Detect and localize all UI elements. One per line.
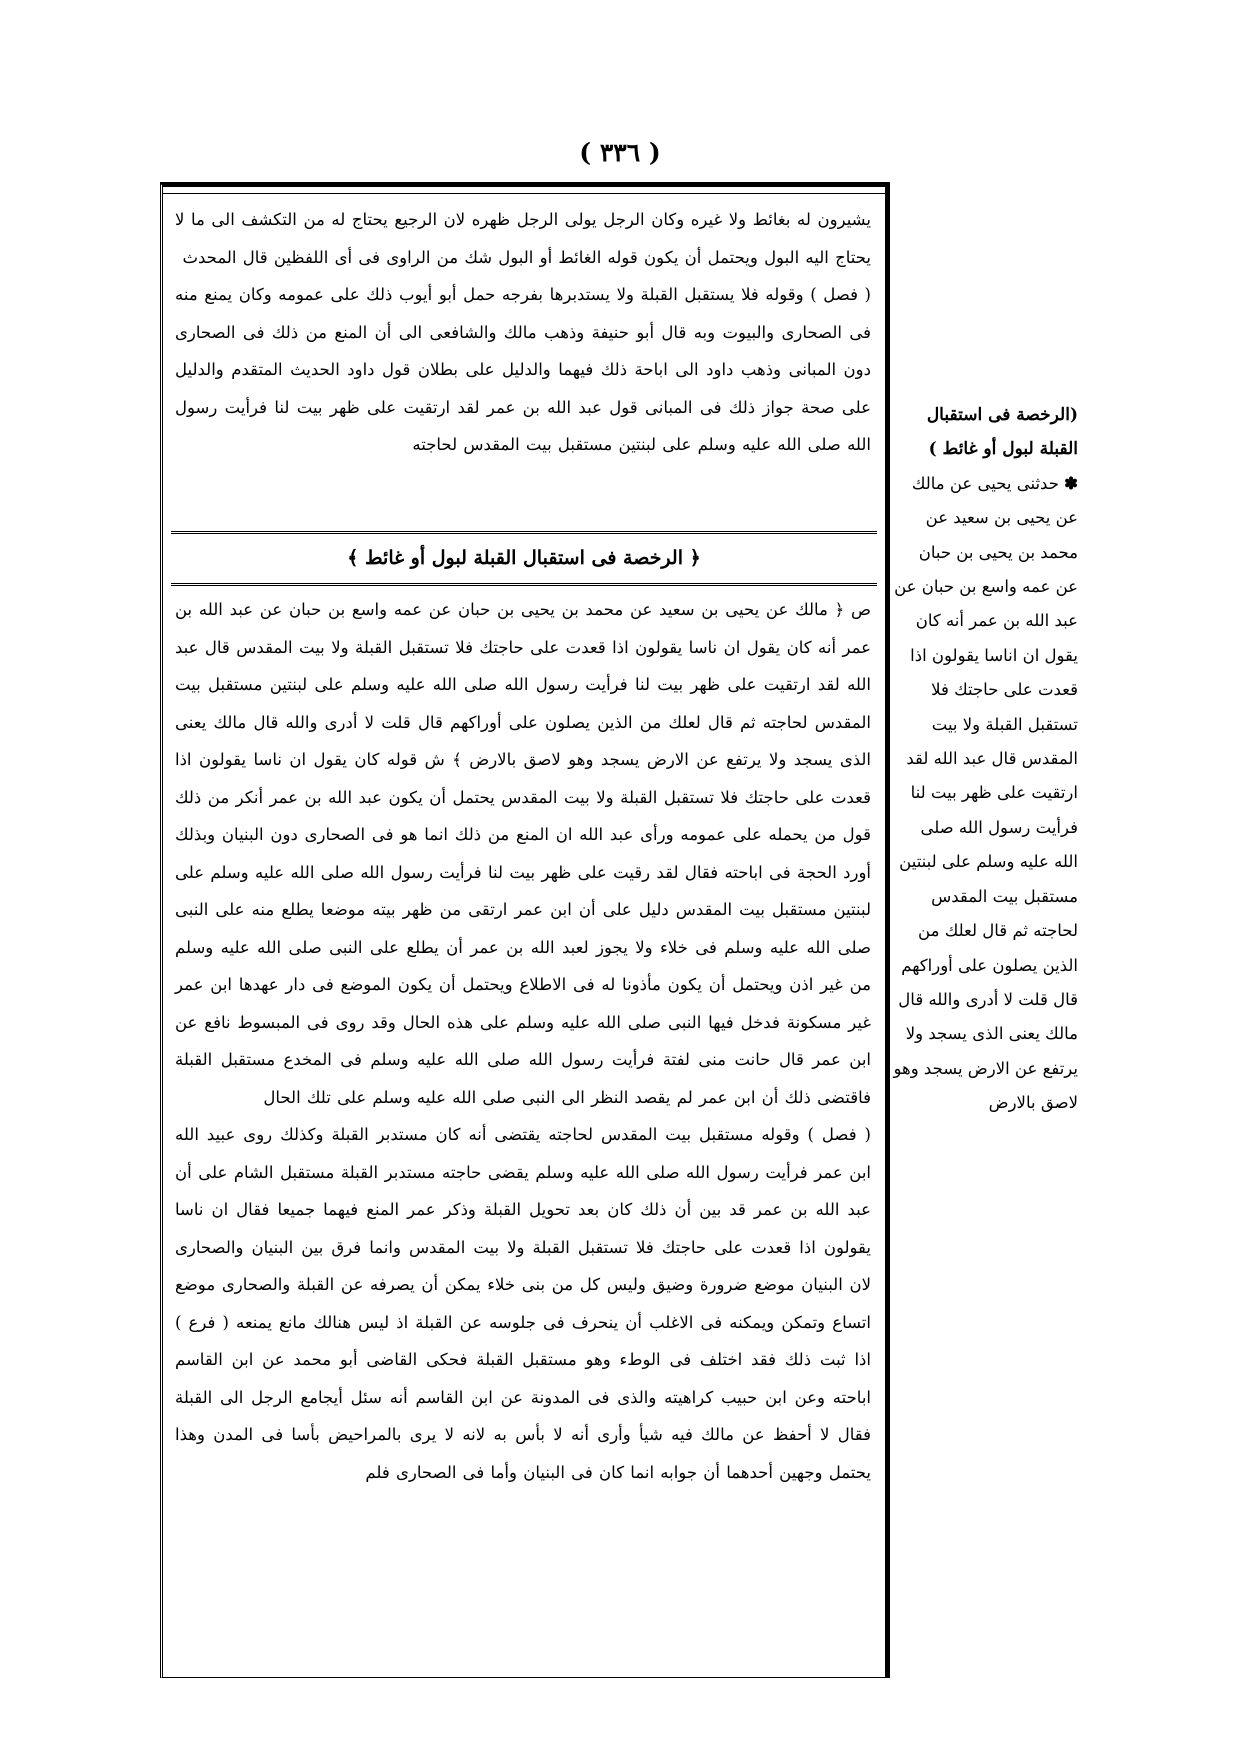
chapter-heading: ﴿ الرخصة فى استقبال القبلة لبول أو غائط ﴾ xyxy=(347,547,701,569)
margin-column xyxy=(893,398,1078,1121)
asterisk-ornament-icon: ✽ xyxy=(1064,473,1078,493)
margin-hadith xyxy=(893,467,1078,1121)
page-number: ( ٣٣٦ ) xyxy=(579,138,661,167)
main-text-frame xyxy=(160,182,890,1678)
commentary-main-section xyxy=(175,591,871,1491)
chapter-divider-bottom xyxy=(171,583,877,586)
fasl-paragraph-1: ( فصل ) وقوله فلا يستقبل القبلة ولا يستدبرها بفرجه حمل أبو أيوب ذلك على عمومه وكان يمنع منه فى الصحارى والبيوت وبه قال أبو حنيفة وذهب مالك والشافعى الى أن المنع من ذلك فى الصحارى دون المبانى وذهب داود الى اباحة ذلك فيهما والدليل على بطلان قول داود الحديث المتقدم والدليل على صحة جواز ذلك فى المبانى قول عبد الله بن عمر لقد ارتقيت على ظهر بيت لنا فرأيت رسول الله صلى الله عليه وسلم على لبنتين مستقبل بيت المقدس لحاجته xyxy=(175,285,871,454)
margin-hadith-text: حدثنى يحيى عن مالك عن يحيى بن سعيد عن محمد بن يحيى بن حبان عن عمه واسع بن حبان عن عبد الله بن عمر أنه كان يقول ان اناسا يقولون اذا قعدت على حاجتك فلا تستقبل القبلة ولا بيت المقدس قال عبد الله لقد ارتقيت على ظهر بيت لنا فرأيت رسول الله صلى الله عليه وسلم على لبنتين مستقبل بيت المقدس لحاجته ثم قال لعلك من الذين يصلون على أوراكهم قال قلت لا أدرى والله قال مالك يعنى الذى يسجد ولا يرتفع عن الارض يسجد وهو لاصق بالارض xyxy=(893,473,1078,1113)
frame-top-rule xyxy=(163,193,885,194)
commentary-top-section xyxy=(175,201,871,464)
margin-heading: (الرخصة فى استقبال القبلة لبول أو غائط ) xyxy=(926,405,1078,460)
intro-paragraph: يشيرون له بغائط ولا غيره وكان الرجل يولى الرجل ظهره لان الرجيع يحتاج له من التكشف الى ما لا يحتاج اليه البول ويحتمل أن يكون قوله الغائط أو البول شك من الراوى فى أى اللفظين قال المحدث xyxy=(175,210,871,267)
fasl-paragraph-2: ( فصل ) وقوله مستقبل بيت المقدس لحاجته يقتضى أنه كان مستدبر القبلة وكذلك روى عبيد الله ابن عمر فرأيت رسول الله صلى الله عليه وسلم يقضى حاجته مستدبر القبلة مستقبل الشام على أن عبد الله بن عمر قد بين أن ذلك كان بعد تحويل القبلة وذكر عمر المنع فيهما جميعا فقال ان ناسا يقولون اذا قعدت على حاجتك فلا تستقبل القبلة ولا بيت المقدس وانما فرق بين البنيان والصحارى لان البنيان موضع ضرورة وضيق وليس كل من بنى خلاء يمكن أن يصرفه عن القبلة والصحارى موضع اتساع وتمكن ويمكنه فى الاغلب أن ينحرف فى جلوسه عن القبلة اذ ليس هنالك مانع يمنعه ( فرع ) اذا ثبت ذلك فقد اختلف فى الوطء وهو مستقبل القبلة فحكى القاضى أبو محمد عن ابن القاسم اباحته وعن ابن حبيب كراهيته والذى فى المدونة عن ابن القاسم أنه سئل أيجامع الرجل الى القبلة فقال لا أحفظ عن مالك فيه شيأ وأرى أنه لا بأس به لانه لا يرى بالمراحيض بأسا فى المدن وهذا يحتمل وجهين أحدهما أن جوابه انما كان فى البنيان وأما فى الصحارى فلم xyxy=(175,1125,871,1482)
sharh-paragraph: ص ﴿ مالك عن يحيى بن سعيد عن محمد بن يحيى بن حبان عن عمه واسع بن حبان عن عبد الله بن عمر أنه كان يقول ان ناسا يقولون اذا قعدت على حاجتك فلا تستقبل القبلة ولا بيت المقدس قال عبد الله لقد ارتقيت على ظهر بيت لنا فرأيت رسول الله صلى الله عليه وسلم على لبنتين مستقبل بيت المقدس لحاجته ثم قال لعلك من الذين يصلون على أوراكهم قال قلت لا أدرى والله قال مالك يعنى الذى يسجد ولا يرتفع عن الارض يسجد وهو لاصق بالارض ﴾ ش قوله كان يقول ان ناسا يقولون اذا قعدت على حاجتك فلا تستقبل القبلة ولا بيت المقدس يحتمل أن يكون عبد الله بن عمر أنكر من ذلك قول من يحمله على عمومه ورأى عبد الله ان المنع من ذلك انما هو فى الصحارى دون البنيان وبذلك أورد الحجة فى اباحته فقال لقد رقيت على ظهر بيت لنا فرأيت رسول الله صلى الله عليه وسلم على لبنتين مستقبل بيت المقدس دليل على أن ابن عمر ارتقى من ظهر بيته موضعا يطلع منه على النبى صلى الله عليه وسلم فى خلاء ولا يجوز لعبد الله بن عمر أن يطلع على النبى صلى الله عليه وسلم من غير اذن ويحتمل أن يكون مأذونا له فى الاطلاع ويحتمل أن يكون الموضع فى دار عهدها ابن عمر غير مسكونة فدخل فيها النبى صلى الله عليه وسلم على هذه الحال وقد روى فى المبسوط نافع عن ابن عمر قال حانت منى لفتة فرأيت رسول الله صلى الله عليه وسلم فى المخدع مستقبل القبلة فاقتضى ذلك أن ابن عمر لم يقصد النظر الى النبى صلى الله عليه وسلم على تلك الحال xyxy=(175,600,871,1107)
